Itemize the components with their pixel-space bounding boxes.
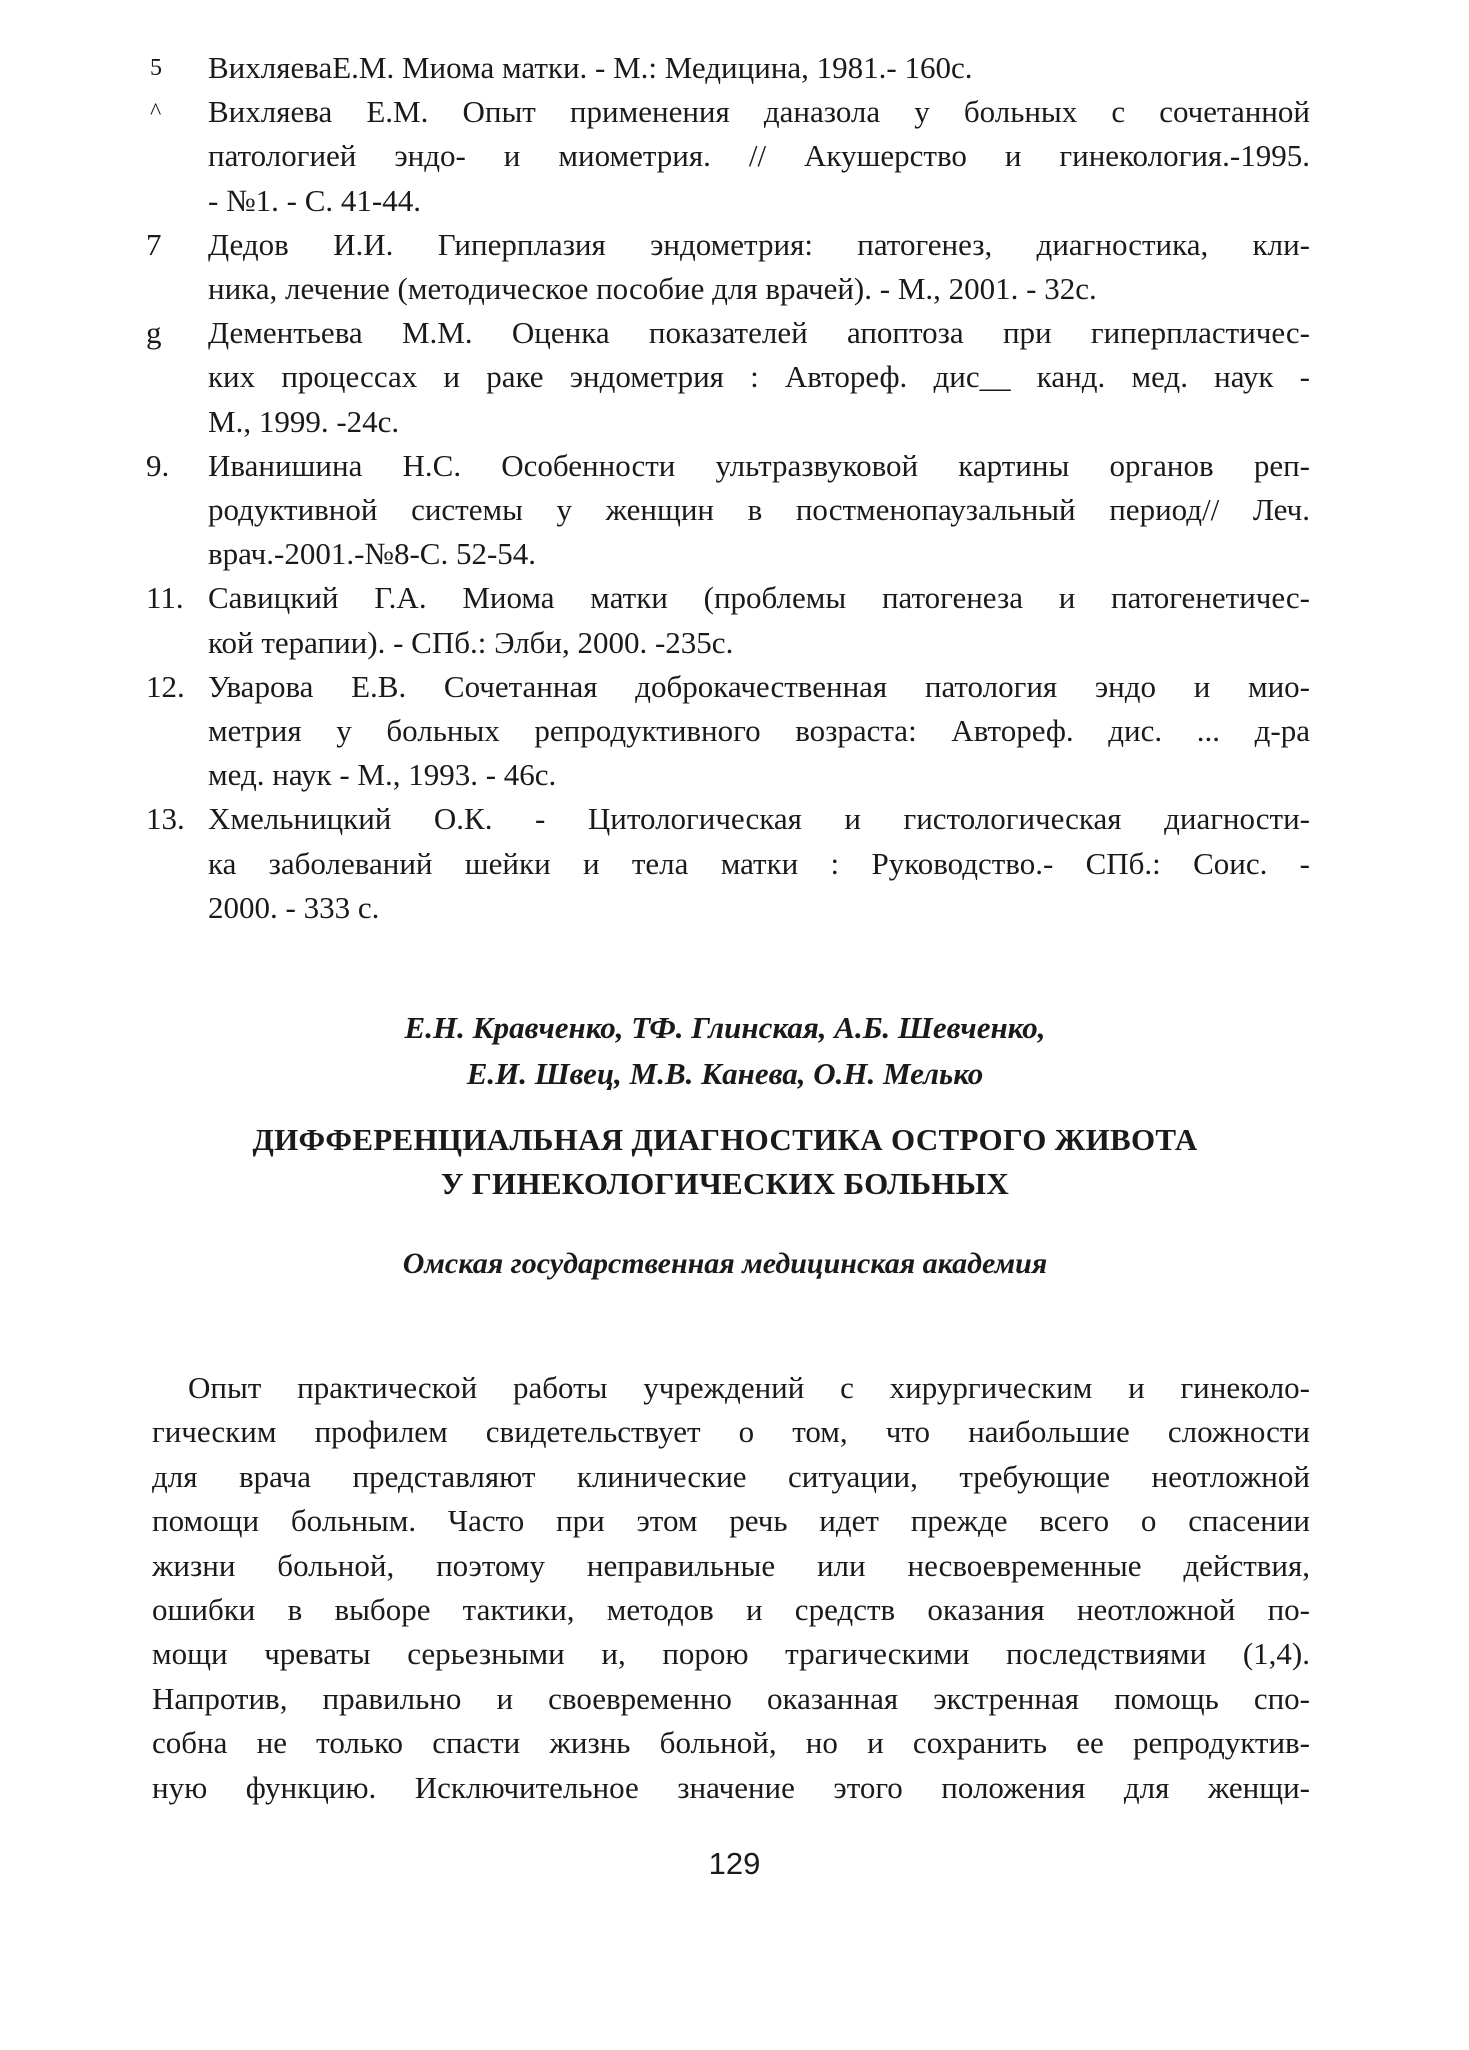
- reference-line: Хмельницкий О.К. - Цитологическая и гистологическая диагности-: [208, 801, 1310, 837]
- reference-line: Вихляева Е.М. Опыт применения даназола у больных с сочетанной: [208, 94, 1310, 130]
- reference-item: [140, 576, 1310, 664]
- reference-line: метрия у больных репродуктивного возраста: Автореф. дис. ... д-ра: [208, 713, 1310, 749]
- reference-list: [140, 46, 1310, 930]
- reference-number: 7: [146, 226, 162, 262]
- body-line: жизни больной, поэтому неправильные или несвоевременные действия,: [152, 1547, 1310, 1583]
- reference-item: [140, 311, 1310, 444]
- reference-line: Иванишина Н.С. Особенности ультразвуковой картины органов реп-: [208, 447, 1310, 483]
- body-line: Опыт практической работы учреждений с хирургическим и гинеколо-: [188, 1370, 1310, 1405]
- reference-number: 12.: [146, 668, 185, 704]
- reference-item: [140, 223, 1310, 311]
- reference-number: 13.: [146, 801, 185, 837]
- body-line: ную функцию. Исключительное значение этого положения для женщи-: [152, 1769, 1310, 1805]
- reference-line: 2000. - 333 с.: [208, 889, 380, 925]
- body-line: для врача представляют клинические ситуации, требующие неотложной: [152, 1458, 1310, 1494]
- body-line: помощи больным. Часто при этом речь идет прежде всего о спасении: [152, 1503, 1310, 1539]
- article-affiliation: Омская государственная медицинская академия: [402, 1247, 1048, 1280]
- reference-line: - №1. - С. 41-44.: [208, 182, 421, 218]
- reference-line: ВихляеваЕ.М. Миома матки. - М.: Медицина, 1981.- 160с.: [208, 50, 973, 85]
- reference-line: М., 1999. -24с.: [208, 403, 400, 439]
- reference-line: патологией эндо- и миометрия. // Акушерство и гинекология.-1995.: [208, 138, 1310, 174]
- article-title: [140, 1118, 1310, 1206]
- reference-line: ника, лечение (методическое пособие для врачей). - М., 2001. - 32с.: [208, 271, 1097, 307]
- authors-line-2: Е.И. Швец, М.В. Канева, О.Н. Мелько: [466, 1056, 984, 1091]
- reference-line: ких процессах и раке эндометрия : Автореф. дис__ канд. мед. наук -: [208, 359, 1310, 395]
- page-number: 129: [708, 1846, 761, 1881]
- reference-line: Савицкий Г.А. Миома матки (проблемы патогенеза и патогенетичес-: [208, 580, 1310, 616]
- reference-item: [140, 665, 1310, 798]
- authors-line-1: Е.Н. Кравченко, ТФ. Глинская, А.Б. Шевченко,: [404, 1010, 1046, 1045]
- body-line: ошибки в выборе тактики, методов и средств оказания неотложной по-: [152, 1592, 1310, 1628]
- title-line-2: У ГИНЕКОЛОГИЧЕСКИХ БОЛЬНЫХ: [440, 1166, 1010, 1201]
- reference-line: мед. наук - М., 1993. - 46с.: [208, 757, 557, 793]
- reference-number: 5: [150, 55, 162, 81]
- reference-line: врач.-2001.-№8-С. 52-54.: [208, 536, 537, 572]
- reference-line: Дедов И.И. Гиперплазия эндометрия: патогенез, диагностика, кли-: [208, 226, 1310, 262]
- body-line: Напротив, правильно и своевременно оказанная экстренная помощь спо-: [152, 1680, 1310, 1716]
- article-body: [152, 1366, 1310, 1810]
- reference-number: g: [146, 315, 162, 351]
- reference-line: кой терапии). - СПб.: Элби, 2000. -235с.: [208, 624, 734, 660]
- reference-line: родуктивной системы у женщин в постменопаузальный период// Леч.: [208, 492, 1310, 528]
- reference-item: [140, 90, 1310, 223]
- body-line: собна не только спасти жизнь больной, но и сохранить ее репродуктив-: [152, 1725, 1310, 1761]
- body-line: мощи чреваты серьезными и, порою трагическими последствиями (1,4).: [152, 1636, 1310, 1672]
- title-line-1: ДИФФЕРЕНЦИАЛЬНАЯ ДИАГНОСТИКА ОСТРОГО ЖИВОТА: [252, 1122, 1198, 1157]
- article-authors: [140, 1005, 1310, 1097]
- reference-item: [140, 444, 1310, 577]
- reference-number: 9.: [146, 447, 170, 483]
- reference-line: Дементьева М.М. Оценка показателей апоптоза при гиперпластичес-: [208, 315, 1310, 351]
- reference-line: ка заболеваний шейки и тела матки : Руководство.- СПб.: Соис. -: [208, 845, 1310, 881]
- reference-line: Уварова Е.В. Сочетанная доброкачественная патология эндо и мио-: [208, 668, 1310, 704]
- reference-number: ^: [150, 99, 162, 126]
- reference-item: [140, 46, 1310, 90]
- body-line: гическим профилем свидетельствует о том, что наибольшие сложности: [152, 1414, 1310, 1450]
- reference-item: [140, 797, 1310, 930]
- reference-number: 11.: [146, 580, 184, 616]
